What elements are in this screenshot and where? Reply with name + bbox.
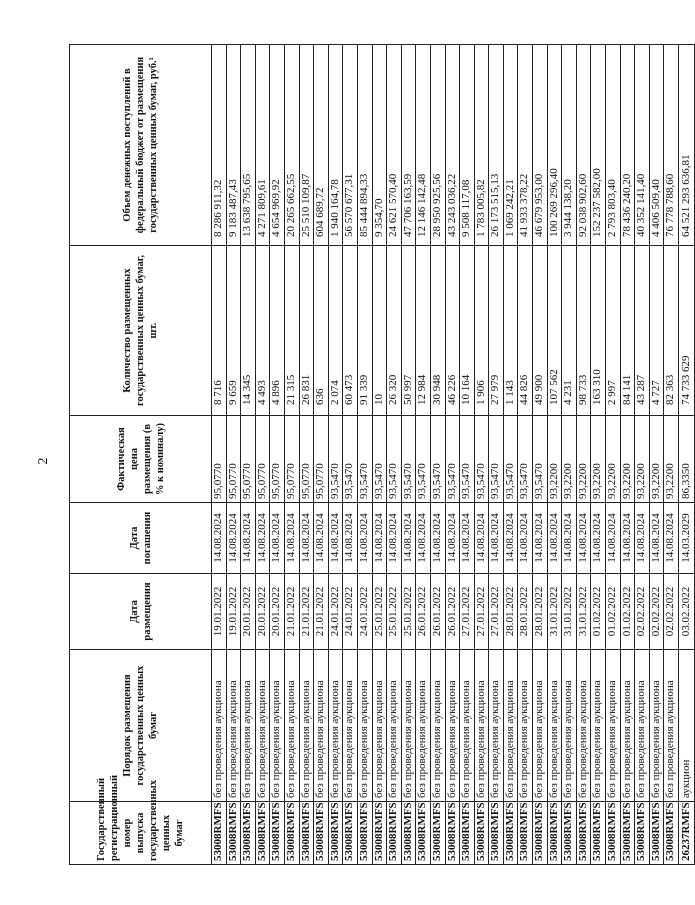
cell-proceeds-volume: 3 944 138,20 (562, 45, 577, 246)
cell-placement-method: без проведения аукциона (547, 650, 562, 802)
cell-proceeds-volume: 28 950 925,56 (430, 45, 445, 246)
cell-placement-method: без проведения аукциона (635, 650, 650, 802)
table-row (547, 45, 562, 865)
table-row (533, 45, 548, 865)
cell-quantity: 163 310 (591, 246, 606, 416)
cell-proceeds-volume: 604 689,72 (314, 45, 329, 246)
table-header-row (70, 45, 212, 865)
cell-actual-price: 95,0770 (226, 416, 241, 503)
cell-quantity: 12 984 (416, 246, 431, 416)
cell-actual-price: 95,0770 (299, 416, 314, 503)
table-row (460, 45, 475, 865)
table-row (416, 45, 431, 865)
cell-proceeds-volume: 40 352 141,40 (635, 45, 650, 246)
cell-placement-date: 21.01.2022 (314, 574, 329, 650)
table-row (489, 45, 504, 865)
cell-placement-method: без проведения аукциона (357, 650, 372, 802)
cell-actual-price: 93,5470 (372, 416, 387, 503)
cell-actual-price: 93,5470 (503, 416, 518, 503)
cell-registration-number: 53008RMFS (489, 802, 504, 865)
cell-quantity: 1 143 (503, 246, 518, 416)
cell-maturity-date: 14.08.2024 (401, 503, 416, 574)
table-row (314, 45, 329, 865)
cell-quantity: 50 997 (401, 246, 416, 416)
cell-registration-number: 53008RMFS (533, 802, 548, 865)
cell-proceeds-volume: 85 444 894,33 (357, 45, 372, 246)
table-row-last (679, 45, 695, 865)
cell-actual-price: 93,5470 (430, 416, 445, 503)
cell-quantity: 74 733 629 (679, 246, 695, 416)
cell-placement-method: без проведения аукциона (328, 650, 343, 802)
cell-maturity-date: 14.08.2024 (270, 503, 285, 574)
cell-quantity: 49 900 (533, 246, 548, 416)
cell-placement-date: 25.01.2022 (387, 574, 402, 650)
cell-registration-number: 53008RMFS (664, 802, 679, 865)
header-proceeds-volume: Объем денежных поступлений в федеральный бюджет от размещения государственных ценных бумаг, руб.¹ (70, 45, 212, 246)
cell-placement-method: без проведения аукциона (314, 650, 329, 802)
cell-placement-method: без проведения аукциона (416, 650, 431, 802)
cell-actual-price: 95,0770 (270, 416, 285, 503)
cell-placement-method: без проведения аукциона (606, 650, 621, 802)
cell-actual-price: 93,5470 (401, 416, 416, 503)
cell-placement-date: 26.01.2022 (416, 574, 431, 650)
cell-registration-number: 53008RMFS (445, 802, 460, 865)
cell-actual-price: 95,0770 (255, 416, 270, 503)
cell-proceeds-volume: 1 783 005,82 (474, 45, 489, 246)
cell-proceeds-volume: 4 654 969,92 (270, 45, 285, 246)
cell-maturity-date: 14.08.2024 (649, 503, 664, 574)
cell-maturity-date: 14.08.2024 (255, 503, 270, 574)
cell-placement-method: без проведения аукциона (255, 650, 270, 802)
rotated-page-content (69, 45, 692, 865)
cell-placement-method: без проведения аукциона (533, 650, 548, 802)
cell-actual-price: 93,5470 (460, 416, 475, 503)
cell-actual-price: 93,5470 (474, 416, 489, 503)
cell-placement-method: без проведения аукциона (401, 650, 416, 802)
cell-proceeds-volume: 2 793 803,40 (606, 45, 621, 246)
cell-actual-price: 95,0770 (284, 416, 299, 503)
cell-placement-date: 25.01.2022 (372, 574, 387, 650)
cell-placement-date: 01.02.2022 (620, 574, 635, 650)
cell-proceeds-volume: 26 173 515,13 (489, 45, 504, 246)
cell-placement-method: без проведения аукциона (489, 650, 504, 802)
cell-placement-date: 02.02.2022 (649, 574, 664, 650)
cell-quantity: 30 948 (430, 246, 445, 416)
cell-quantity: 10 164 (460, 246, 475, 416)
cell-maturity-date: 14.08.2024 (445, 503, 460, 574)
cell-quantity: 26 831 (299, 246, 314, 416)
cell-maturity-date: 14.08.2024 (372, 503, 387, 574)
cell-maturity-date: 14.08.2024 (474, 503, 489, 574)
cell-quantity: 26 320 (387, 246, 402, 416)
cell-placement-method: без проведения аукциона (343, 650, 358, 802)
cell-placement-method: без проведения аукциона (430, 650, 445, 802)
cell-quantity: 84 141 (620, 246, 635, 416)
cell-quantity: 1 906 (474, 246, 489, 416)
table-row (284, 45, 299, 865)
cell-proceeds-volume: 47 706 163,59 (401, 45, 416, 246)
cell-placement-method: без проведения аукциона (445, 650, 460, 802)
cell-placement-method: без проведения аукциона (270, 650, 285, 802)
cell-placement-date: 03.02.2022 (679, 574, 695, 650)
cell-registration-number: 53008RMFS (606, 802, 621, 865)
cell-placement-method: без проведения аукциона (503, 650, 518, 802)
cell-quantity: 2 997 (606, 246, 621, 416)
cell-placement-method: без проведения аукциона (284, 650, 299, 802)
table-row (343, 45, 358, 865)
cell-quantity: 60 473 (343, 246, 358, 416)
cell-actual-price: 93,5470 (416, 416, 431, 503)
cell-registration-number: 53008RMFS (474, 802, 489, 865)
table-row (518, 45, 533, 865)
cell-registration-number: 53008RMFS (299, 802, 314, 865)
cell-placement-method: без проведения аукциона (576, 650, 591, 802)
cell-actual-price: 93,2200 (664, 416, 679, 503)
cell-placement-date: 19.01.2022 (226, 574, 241, 650)
cell-placement-date: 20.01.2022 (241, 574, 256, 650)
table-row (430, 45, 445, 865)
cell-registration-number: 53008RMFS (372, 802, 387, 865)
header-quantity: Количество размещенных государственных ценных бумаг, шт. (70, 246, 212, 416)
cell-registration-number: 53008RMFS (547, 802, 562, 865)
cell-maturity-date: 14.08.2024 (576, 503, 591, 574)
cell-placement-date: 28.01.2022 (518, 574, 533, 650)
cell-registration-number: 53008RMFS (255, 802, 270, 865)
cell-placement-date: 27.01.2022 (460, 574, 475, 650)
table-row (606, 45, 621, 865)
cell-proceeds-volume: 20 265 662,55 (284, 45, 299, 246)
cell-placement-date: 21.01.2022 (284, 574, 299, 650)
cell-actual-price: 93,5470 (518, 416, 533, 503)
cell-registration-number: 53008RMFS (503, 802, 518, 865)
cell-maturity-date: 14.08.2024 (284, 503, 299, 574)
cell-proceeds-volume: 12 146 142,48 (416, 45, 431, 246)
cell-proceeds-volume: 25 510 109,87 (299, 45, 314, 246)
cell-quantity: 107 562 (547, 246, 562, 416)
cell-proceeds-volume: 4 406 509,40 (649, 45, 664, 246)
cell-maturity-date: 14.08.2024 (212, 503, 227, 574)
cell-quantity: 9 659 (226, 246, 241, 416)
cell-maturity-date: 14.03.2029 (679, 503, 695, 574)
cell-proceeds-volume: 9 508 117,08 (460, 45, 475, 246)
cell-quantity: 98 733 (576, 246, 591, 416)
cell-actual-price: 93,2200 (649, 416, 664, 503)
cell-placement-date: 01.02.2022 (591, 574, 606, 650)
cell-maturity-date: 14.08.2024 (562, 503, 577, 574)
table-row (212, 45, 227, 865)
cell-placement-method: без проведения аукциона (649, 650, 664, 802)
cell-placement-method: без проведения аукциона (591, 650, 606, 802)
cell-maturity-date: 14.08.2024 (387, 503, 402, 574)
cell-maturity-date: 14.08.2024 (343, 503, 358, 574)
table-row (255, 45, 270, 865)
cell-placement-method: без проведения аукциона (299, 650, 314, 802)
cell-proceeds-volume: 78 436 240,20 (620, 45, 635, 246)
cell-registration-number: 53008RMFS (620, 802, 635, 865)
cell-proceeds-volume: 43 243 036,22 (445, 45, 460, 246)
cell-registration-number: 53008RMFS (241, 802, 256, 865)
cell-actual-price: 93,5470 (445, 416, 460, 503)
cell-registration-number: 53008RMFS (328, 802, 343, 865)
cell-quantity: 4 896 (270, 246, 285, 416)
cell-placement-date: 27.01.2022 (474, 574, 489, 650)
cell-registration-number: 53008RMFS (387, 802, 402, 865)
cell-actual-price: 95,0770 (212, 416, 227, 503)
cell-quantity: 46 226 (445, 246, 460, 416)
cell-registration-number: 53008RMFS (284, 802, 299, 865)
cell-registration-number: 53008RMFS (212, 802, 227, 865)
cell-placement-method: без проведения аукциона (474, 650, 489, 802)
cell-maturity-date: 14.08.2024 (547, 503, 562, 574)
cell-quantity: 2 074 (328, 246, 343, 416)
cell-maturity-date: 14.08.2024 (430, 503, 445, 574)
cell-maturity-date: 14.08.2024 (503, 503, 518, 574)
cell-placement-date: 26.01.2022 (445, 574, 460, 650)
cell-maturity-date: 14.08.2024 (635, 503, 650, 574)
cell-proceeds-volume: 76 778 788,60 (664, 45, 679, 246)
cell-registration-number: 53008RMFS (649, 802, 664, 865)
cell-proceeds-volume: 64 521 293 636,81 (679, 45, 695, 246)
cell-actual-price: 95,0770 (314, 416, 329, 503)
cell-proceeds-volume: 1 940 164,78 (328, 45, 343, 246)
table-row (401, 45, 416, 865)
cell-registration-number: 53008RMFS (270, 802, 285, 865)
cell-quantity: 44 826 (518, 246, 533, 416)
cell-placement-method: без проведения аукциона (372, 650, 387, 802)
cell-maturity-date: 14.08.2024 (299, 503, 314, 574)
cell-quantity: 4 493 (255, 246, 270, 416)
cell-actual-price: 93,5470 (343, 416, 358, 503)
cell-maturity-date: 14.08.2024 (591, 503, 606, 574)
cell-actual-price: 93,2200 (606, 416, 621, 503)
cell-proceeds-volume: 4 271 809,61 (255, 45, 270, 246)
cell-proceeds-volume: 56 570 677,31 (343, 45, 358, 246)
cell-proceeds-volume: 46 679 953,00 (533, 45, 548, 246)
cell-placement-date: 02.02.2022 (635, 574, 650, 650)
cell-maturity-date: 14.08.2024 (416, 503, 431, 574)
cell-placement-date: 27.01.2022 (489, 574, 504, 650)
cell-placement-date: 28.01.2022 (533, 574, 548, 650)
cell-placement-date: 20.01.2022 (255, 574, 270, 650)
cell-proceeds-volume: 100 269 296,40 (547, 45, 562, 246)
table-row (357, 45, 372, 865)
cell-quantity: 4 231 (562, 246, 577, 416)
cell-quantity: 91 339 (357, 246, 372, 416)
table-body (212, 45, 695, 865)
cell-placement-date: 19.01.2022 (212, 574, 227, 650)
cell-registration-number: 53008RMFS (401, 802, 416, 865)
cell-proceeds-volume: 8 286 911,32 (212, 45, 227, 246)
cell-quantity: 10 (372, 246, 387, 416)
table-row (299, 45, 314, 865)
cell-quantity: 8 716 (212, 246, 227, 416)
cell-registration-number: 53008RMFS (416, 802, 431, 865)
cell-placement-date: 25.01.2022 (401, 574, 416, 650)
cell-registration-number: 53008RMFS (591, 802, 606, 865)
header-maturity-date: Дата погашения (70, 503, 212, 574)
cell-maturity-date: 14.08.2024 (620, 503, 635, 574)
table-row (445, 45, 460, 865)
table-row (226, 45, 241, 865)
table-row (635, 45, 650, 865)
page-number: 2 (36, 457, 51, 465)
table-row (562, 45, 577, 865)
securities-placement-table (69, 44, 695, 865)
cell-placement-method: без проведения аукциона (562, 650, 577, 802)
header-placement-date: Дата размещения (70, 574, 212, 650)
table-row (503, 45, 518, 865)
cell-placement-method: без проведения аукциона (387, 650, 402, 802)
cell-placement-date: 31.01.2022 (547, 574, 562, 650)
cell-actual-price: 93,5470 (328, 416, 343, 503)
cell-proceeds-volume: 13 638 795,65 (241, 45, 256, 246)
cell-registration-number: 53008RMFS (430, 802, 445, 865)
cell-actual-price: 93,2200 (562, 416, 577, 503)
table-row (328, 45, 343, 865)
cell-proceeds-volume: 24 621 570,40 (387, 45, 402, 246)
header-placement-method: Порядок размещения государственных ценных бумаг (70, 650, 212, 802)
cell-actual-price: 93,5470 (387, 416, 402, 503)
cell-registration-number: 53008RMFS (357, 802, 372, 865)
cell-proceeds-volume: 1 069 242,21 (503, 45, 518, 246)
cell-placement-date: 31.01.2022 (562, 574, 577, 650)
table-row (241, 45, 256, 865)
cell-maturity-date: 14.08.2024 (226, 503, 241, 574)
cell-quantity: 4 727 (649, 246, 664, 416)
cell-actual-price: 93,5470 (489, 416, 504, 503)
cell-registration-number: 53008RMFS (460, 802, 475, 865)
cell-actual-price: 95,0770 (241, 416, 256, 503)
cell-actual-price: 93,2200 (591, 416, 606, 503)
cell-actual-price: 86,3350 (679, 416, 695, 503)
cell-maturity-date: 14.08.2024 (664, 503, 679, 574)
cell-proceeds-volume: 9 354,70 (372, 45, 387, 246)
cell-registration-number: 53008RMFS (314, 802, 329, 865)
cell-maturity-date: 14.08.2024 (357, 503, 372, 574)
header-registration-number: Государственный регистрационный номер выпуска государственных ценных бумаг (70, 802, 212, 865)
cell-proceeds-volume: 92 038 902,60 (576, 45, 591, 246)
table-row (664, 45, 679, 865)
cell-quantity: 21 315 (284, 246, 299, 416)
table-row (576, 45, 591, 865)
cell-actual-price: 93,5470 (357, 416, 372, 503)
cell-placement-method: без проведения аукциона (620, 650, 635, 802)
cell-maturity-date: 14.08.2024 (533, 503, 548, 574)
cell-proceeds-volume: 41 933 378,22 (518, 45, 533, 246)
cell-placement-method: без проведения аукциона (518, 650, 533, 802)
cell-placement-date: 21.01.2022 (299, 574, 314, 650)
cell-registration-number: 26237RMFS (679, 802, 695, 865)
cell-placement-method: аукцион (679, 650, 695, 802)
cell-placement-date: 31.01.2022 (576, 574, 591, 650)
cell-placement-method: без проведения аукциона (460, 650, 475, 802)
cell-placement-date: 24.01.2022 (343, 574, 358, 650)
table-row (620, 45, 635, 865)
cell-placement-date: 20.01.2022 (270, 574, 285, 650)
cell-placement-method: без проведения аукциона (241, 650, 256, 802)
table-row (387, 45, 402, 865)
cell-quantity: 43 287 (635, 246, 650, 416)
table-row (372, 45, 387, 865)
header-actual-price: Фактическая цена размещения (в % к номиналу) (70, 416, 212, 503)
cell-maturity-date: 14.08.2024 (489, 503, 504, 574)
cell-placement-method: без проведения аукциона (664, 650, 679, 802)
cell-placement-date: 24.01.2022 (328, 574, 343, 650)
cell-registration-number: 53008RMFS (635, 802, 650, 865)
cell-actual-price: 93,2200 (635, 416, 650, 503)
cell-registration-number: 53008RMFS (518, 802, 533, 865)
table-row (591, 45, 606, 865)
cell-proceeds-volume: 9 183 487,43 (226, 45, 241, 246)
table-row (649, 45, 664, 865)
cell-registration-number: 53008RMFS (343, 802, 358, 865)
cell-placement-method: без проведения аукциона (226, 650, 241, 802)
cell-quantity: 27 979 (489, 246, 504, 416)
cell-actual-price: 93,5470 (533, 416, 548, 503)
cell-placement-method: без проведения аукциона (212, 650, 227, 802)
cell-placement-date: 26.01.2022 (430, 574, 445, 650)
cell-maturity-date: 14.08.2024 (328, 503, 343, 574)
cell-placement-date: 01.02.2022 (606, 574, 621, 650)
cell-maturity-date: 14.08.2024 (314, 503, 329, 574)
cell-placement-date: 24.01.2022 (357, 574, 372, 650)
cell-maturity-date: 14.08.2024 (518, 503, 533, 574)
cell-registration-number: 53008RMFS (226, 802, 241, 865)
cell-registration-number: 53008RMFS (576, 802, 591, 865)
cell-maturity-date: 14.08.2024 (606, 503, 621, 574)
cell-actual-price: 93,2200 (547, 416, 562, 503)
cell-placement-date: 28.01.2022 (503, 574, 518, 650)
cell-placement-date: 02.02.2022 (664, 574, 679, 650)
cell-quantity: 636 (314, 246, 329, 416)
cell-proceeds-volume: 152 237 582,00 (591, 45, 606, 246)
cell-actual-price: 93,2200 (620, 416, 635, 503)
table-row (474, 45, 489, 865)
cell-actual-price: 93,2200 (576, 416, 591, 503)
table-row (270, 45, 285, 865)
cell-maturity-date: 14.08.2024 (241, 503, 256, 574)
cell-quantity: 14 345 (241, 246, 256, 416)
cell-maturity-date: 14.08.2024 (460, 503, 475, 574)
cell-quantity: 82 363 (664, 246, 679, 416)
cell-registration-number: 53008RMFS (562, 802, 577, 865)
